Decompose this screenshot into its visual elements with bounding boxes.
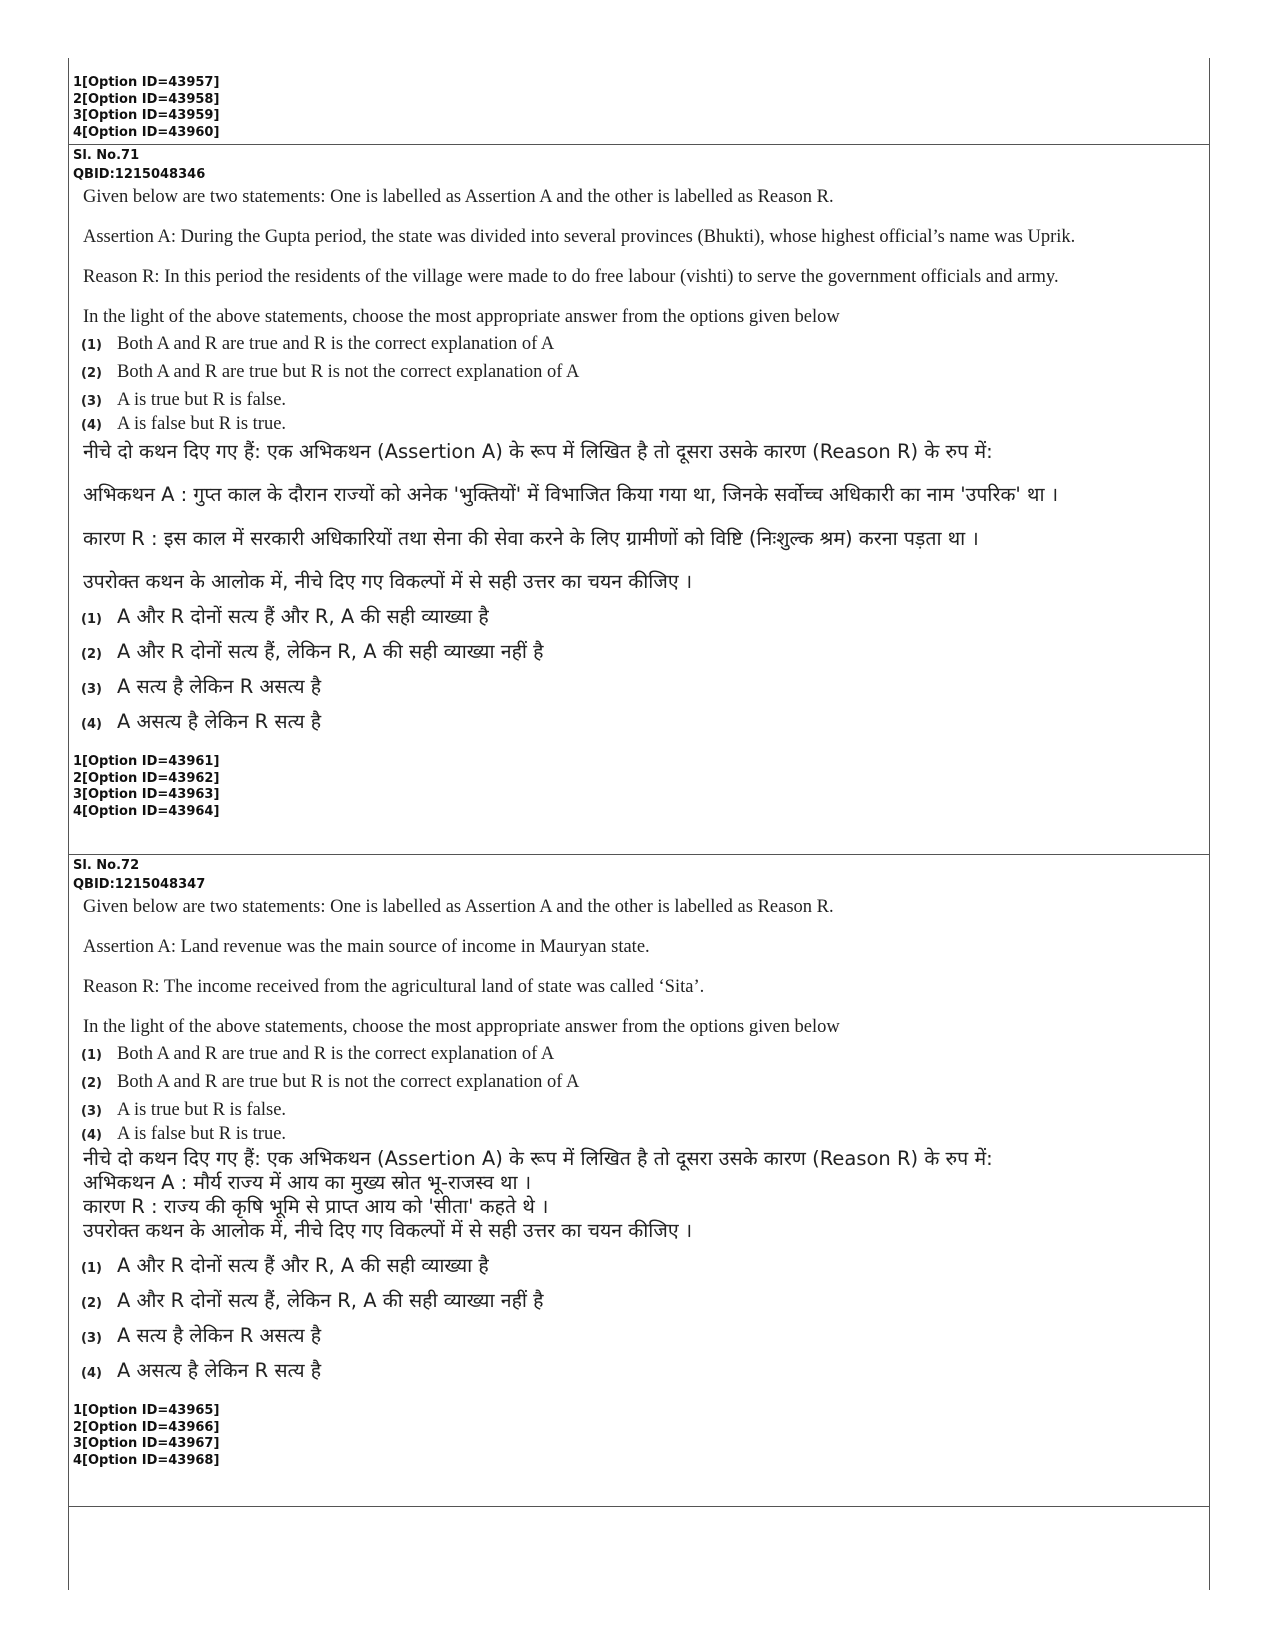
option-text: A is false but R is true. [117,414,287,434]
english-intro: Given below are two statements: One is labelled as Assertion A and the other is labelled as Reason R. [83,897,834,917]
option-id-line: 4[Option ID=43964] [73,803,220,819]
option-number: (2) [81,366,102,381]
option-number: (1) [81,338,102,353]
hindi-assertion: अभिकथन A : मौर्य राज्य में आय का मुख्य स्रोत भू-राजस्व था । [83,1171,532,1194]
option-number: (4) [81,717,102,732]
option-id-line: 2[Option ID=43966] [73,1419,220,1435]
hindi-option [73,1251,1209,1278]
hindi-instruction: उपरोक्त कथन के आलोक में, नीचे दिए गए विकल्पों में से सही उत्तर का चयन कीजिए । [83,1219,693,1242]
english-reason: Reason R: The income received from the agricultural land of state was called ‘Sita’. [83,977,705,997]
option-text: A is true but R is false. [117,390,287,410]
option-number: (1) [81,1048,102,1063]
option-text: Both A and R are true and R is the correct explanation of A [117,1044,555,1064]
option-id-line: 2[Option ID=43958] [73,91,220,107]
option-number: (4) [81,418,102,433]
option-number: (4) [81,1366,102,1381]
english-instruction: In the light of the above statements, choose the most appropriate answer from the options given below [83,1017,840,1037]
option-text: A असत्य है लेकिन R सत्य है [117,710,322,733]
hindi-option [73,602,1209,629]
hindi-option [73,1286,1209,1313]
english-option [73,334,1209,355]
hindi-option [73,672,1209,699]
english-reason: Reason R: In this period the residents of the village were made to do free labour (vishti) to serve the government officials and army. [83,267,1059,287]
option-number: (1) [81,1261,102,1276]
english-option [73,1044,1209,1065]
english-option [73,1124,1209,1145]
option-text: A और R दोनों सत्य हैं और R, A की सही व्याख्या है [117,605,489,628]
option-text: A और R दोनों सत्य हैं, लेकिन R, A की सही व्याख्या नहीं है [117,640,544,663]
option-number: (3) [81,394,102,409]
option-number: (2) [81,647,102,662]
english-option [73,390,1209,411]
hindi-option [73,637,1209,664]
option-text: A और R दोनों सत्य हैं और R, A की सही व्याख्या है [117,1254,489,1277]
qbid: QBID:1215048347 [73,877,206,892]
option-text: Both A and R are true but R is not the correct explanation of A [117,1072,580,1092]
serial-number: Sl. No.71 [73,148,140,163]
option-id-line: 2[Option ID=43962] [73,770,220,786]
hindi-instruction: उपरोक्त कथन के आलोक में, नीचे दिए गए विकल्पों में से सही उत्तर का चयन कीजिए । [83,570,693,593]
english-option [73,1072,1209,1093]
option-id-line: 4[Option ID=43968] [73,1452,220,1468]
option-number: (3) [81,1331,102,1346]
option-number: (3) [81,1104,102,1119]
option-id-line: 1[Option ID=43961] [73,754,220,769]
option-number: (2) [81,1076,102,1091]
option-number: (1) [81,612,102,627]
option-id-line: 4[Option ID=43960] [73,124,220,140]
english-assertion: Assertion A: Land revenue was the main source of income in Mauryan state. [83,937,650,957]
hindi-assertion: अभिकथन A : गुप्त काल के दौरान राज्यों को अनेक 'भुक्तियों' में विभाजित किया गया था, जिनके सर्वोच्च अधिकारी का नाम 'उपरिक' था । [83,483,1059,506]
option-id-line: 1[Option ID=43957] [73,75,220,90]
question-paper-page [68,58,1210,1590]
english-option [73,1100,1209,1121]
hindi-option [73,1356,1209,1383]
english-instruction: In the light of the above statements, choose the most appropriate answer from the options given below [83,307,840,327]
question-block-72 [69,855,1209,1507]
option-text: Both A and R are true but R is not the correct explanation of A [117,362,580,382]
option-number: (4) [81,1128,102,1143]
hindi-option [73,1321,1209,1348]
previous-option-ids [69,58,1209,145]
english-option [73,414,1209,435]
english-intro: Given below are two statements: One is labelled as Assertion A and the other is labelled as Reason R. [83,187,834,207]
english-assertion: Assertion A: During the Gupta period, the state was divided into several provinces (Bhukti), whose highest official’s name was Uprik. [83,227,1076,247]
option-text: Both A and R are true and R is the correct explanation of A [117,334,555,354]
option-id-line: 3[Option ID=43967] [73,1436,220,1451]
hindi-option [73,707,1209,734]
hindi-intro: नीचे दो कथन दिए गए हैं: एक अभिकथन (Assertion A) के रूप में लिखित है तो दूसरा उसके कारण (Reason R) के रुप में: [83,1147,993,1170]
english-option [73,362,1209,383]
qbid: QBID:1215048346 [73,167,206,182]
option-id-line: 1[Option ID=43965] [73,1403,220,1418]
question-block-71 [69,145,1209,855]
hindi-reason: कारण R : इस काल में सरकारी अधिकारियों तथा सेना की सेवा करने के लिए ग्रामीणों को विष्टि (निःशुल्क श्रम) करना पड़ता था । [83,527,979,550]
option-text: A सत्य है लेकिन R असत्य है [117,1324,322,1347]
option-id-line: 3[Option ID=43959] [73,108,220,123]
option-text: A is false but R is true. [117,1124,287,1144]
hindi-reason: कारण R : राज्य की कृषि भूमि से प्राप्त आय को 'सीता' कहते थे । [83,1195,549,1218]
option-text: A असत्य है लेकिन R सत्य है [117,1359,322,1382]
option-text: A सत्य है लेकिन R असत्य है [117,675,322,698]
serial-number: Sl. No.72 [73,858,140,873]
option-id-line: 3[Option ID=43963] [73,787,220,802]
option-number: (2) [81,1296,102,1311]
option-text: A is true but R is false. [117,1100,287,1120]
option-number: (3) [81,682,102,697]
hindi-intro: नीचे दो कथन दिए गए हैं: एक अभिकथन (Assertion A) के रूप में लिखित है तो दूसरा उसके कारण (Reason R) के रुप में: [83,440,993,463]
option-text: A और R दोनों सत्य हैं, लेकिन R, A की सही व्याख्या नहीं है [117,1289,544,1312]
